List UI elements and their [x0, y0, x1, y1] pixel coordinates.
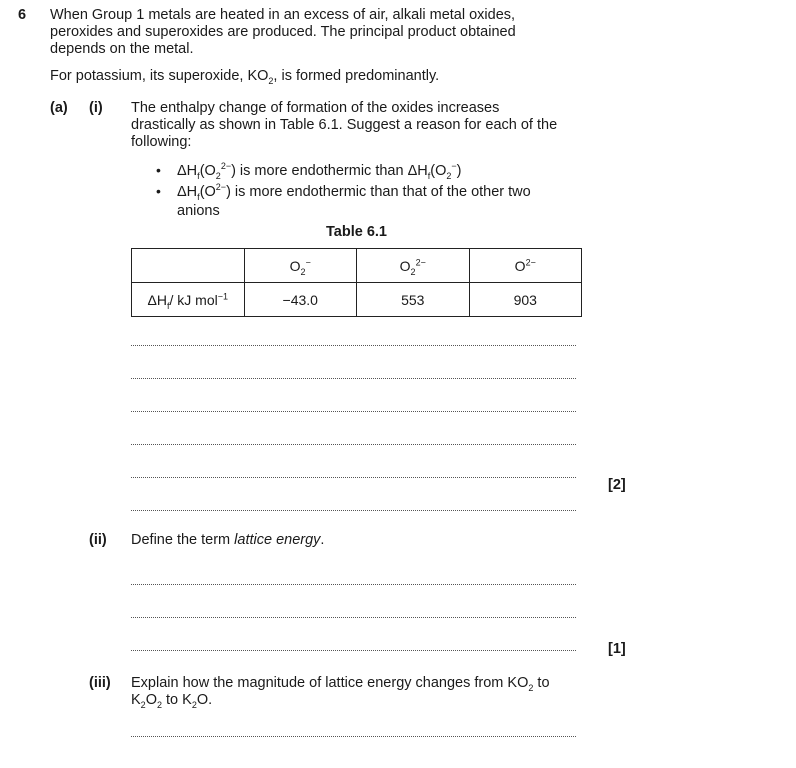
table-data-row: [132, 283, 582, 317]
th1-sup: −: [305, 256, 311, 267]
b1-two: 2: [215, 170, 221, 181]
table-head-superoxide: [244, 249, 357, 283]
a-i-line-1: The enthalpy change of formation of the oxides increases: [131, 100, 500, 116]
a-i-line-3: following:: [131, 134, 192, 150]
table-row-label: [132, 283, 245, 317]
potassium-sub: 2: [268, 75, 274, 86]
a-iii-l1-post: to: [533, 675, 550, 691]
answer-line[interactable]: [131, 510, 576, 511]
answer-line[interactable]: [131, 378, 576, 379]
bullet-1: [177, 163, 462, 179]
table-6-1: [131, 248, 582, 317]
table-value-superoxide: −43.0: [244, 283, 357, 317]
a-iii-l2-b-sub: 2: [156, 699, 162, 710]
question-intro: [50, 7, 580, 58]
question-number: 6: [18, 7, 27, 23]
th3-o: O: [514, 257, 526, 274]
a-iii-l2-a: K: [131, 692, 141, 708]
b1-delta2: ΔH: [407, 163, 428, 179]
b1-close: ): [456, 163, 462, 179]
answer-line[interactable]: [131, 617, 576, 618]
part-a-i-label: (i): [89, 100, 103, 116]
part-a-i-text: [131, 100, 581, 151]
a-iii-l2-b: O: [145, 692, 157, 708]
bullet-2-dot: •: [156, 183, 161, 199]
part-a-ii-label: (ii): [89, 532, 107, 548]
b2-delta: ΔH: [177, 184, 198, 200]
marks-a-ii: [1]: [608, 641, 626, 657]
answer-line[interactable]: [131, 411, 576, 412]
th1-sub: 2: [300, 266, 306, 277]
a-iii-l2-c-sub: 2: [191, 699, 197, 710]
th2-o: O: [399, 257, 411, 274]
part-a-iii-text: [131, 675, 591, 709]
a-iii-l1-sub: 2: [528, 682, 534, 693]
b1-charge: 2−: [220, 161, 232, 172]
b2-f: f: [197, 191, 200, 202]
answer-line[interactable]: [131, 345, 576, 346]
table-caption: Table 6.1: [326, 224, 387, 240]
a-ii-post: .: [320, 532, 325, 548]
answer-line[interactable]: [131, 444, 576, 445]
table-value-peroxide: 553: [357, 283, 470, 317]
rl-delta: ΔH: [147, 291, 167, 308]
b1-charge2: −: [451, 161, 457, 172]
part-a-iii-label: (iii): [89, 675, 111, 691]
th1-o: O: [289, 257, 301, 274]
intro-line-2: peroxides and superoxides are produced. The principal product obtained: [50, 24, 516, 40]
table-value-oxide: 903: [469, 283, 582, 317]
table-head-oxide: [469, 249, 582, 283]
table-corner-cell: [132, 249, 245, 283]
b1-two2: 2: [446, 170, 452, 181]
a-iii-l2-a-sub: 2: [140, 699, 146, 710]
answer-line[interactable]: [131, 736, 576, 737]
bullet-2: [177, 184, 581, 220]
marks-a-i: [2]: [608, 477, 626, 493]
a-iii-l2-d: O.: [196, 692, 213, 708]
answer-line[interactable]: [131, 584, 576, 585]
table-head-peroxide: [357, 249, 470, 283]
th2-sup: 2−: [415, 256, 426, 267]
answer-line[interactable]: [131, 477, 576, 478]
rl-unit: / kJ mol: [169, 291, 218, 308]
a-i-line-2: drastically as shown in Table 6.1. Suggest a reason for each of the: [131, 117, 558, 133]
b1-f: f: [197, 170, 200, 181]
b1-delta: ΔH: [177, 163, 198, 179]
rl-f: f: [166, 300, 170, 311]
th2-sub: 2: [410, 266, 416, 277]
bullet-1-dot: •: [156, 162, 161, 178]
rl-sup: −1: [217, 290, 228, 301]
b1-f2: f: [427, 170, 431, 181]
potassium-statement: [50, 68, 439, 84]
b1-mid: ) is more endothermic than: [231, 163, 408, 179]
intro-line-1: When Group 1 metals are heated in an excess of air, alkali metal oxides,: [50, 7, 516, 23]
b1-open2: (O: [430, 163, 447, 179]
potassium-pre: For potassium, its superoxide, KO: [50, 68, 269, 84]
part-a-ii-text: [131, 532, 324, 548]
th3-sup: 2−: [525, 256, 536, 267]
intro-line-3: depends on the metal.: [50, 41, 194, 57]
b2-line-2: anions: [177, 203, 220, 219]
b1-open: (O: [199, 163, 216, 179]
a-iii-l1-pre: Explain how the magnitude of lattice energy changes from KO: [131, 675, 529, 691]
answer-line[interactable]: [131, 650, 576, 651]
a-ii-pre: Define the term: [131, 532, 235, 548]
table-header-row: [132, 249, 582, 283]
potassium-post: , is formed predominantly.: [273, 68, 440, 84]
a-ii-italic: lattice energy: [234, 532, 321, 548]
part-a-label: (a): [50, 100, 68, 116]
b2-charge: 2−: [215, 182, 227, 193]
b2-rest: ) is more endothermic than that of the other two: [226, 184, 531, 200]
b2-open: (O: [199, 184, 216, 200]
a-iii-l2-c: to K: [161, 692, 192, 708]
